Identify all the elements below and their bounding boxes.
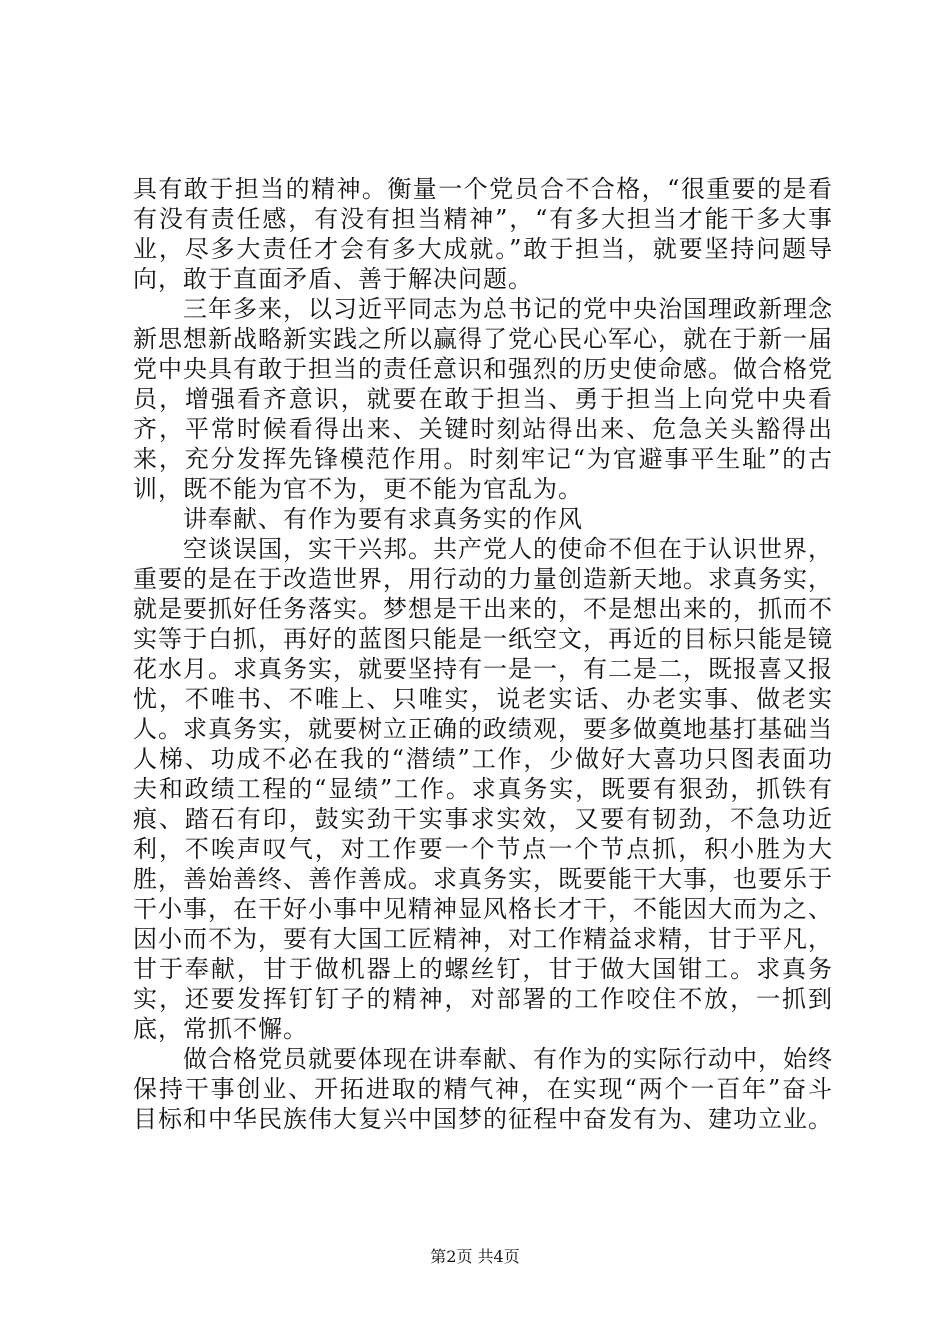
document-body <box>133 174 833 1134</box>
paragraph-1: 具有敢于担当的精神。衡量一个党员合不合格，“很重要的是看有没有责任感，有没有担当精神”，“有多大担当才能干多大事业，尽多大责任才会有多大成就。”敢于担当，就要坚持问题导向，敢于直面矛盾、善于解决问题。 <box>133 175 833 293</box>
paragraph-4: 做合格党员就要体现在讲奉献、有作为的实际行动中，始终保持干事创业、开拓进取的精气神，在实现“两个一百年”奋斗目标和中华民族伟大复兴中国梦的征程中奋发有为、建功立业。 <box>133 1045 833 1133</box>
paragraph-3: 空谈误国，实干兴邦。共产党人的使命不但在于认识世界，重要的是在于改造世界，用行动的力量创造新天地。求真务实，就是要抓好任务落实。梦想是干出来的，不是想出来的，抓而不实等于白抓，再好的蓝图只能是一纸空文，再近的目标只能是镜花水月。求真务实，就要坚持有一是一，有二是二，既报喜又报忧，不唯书、不唯上、只唯实，说老实话、办老实事、做老实人。求真务实，就要树立正确的政绩观，要多做奠地基打基础当人梯、功成不必在我的“潜绩”工作，少做好大喜功只图表面功夫和政绩工程的“显绩”工作。求真务实，既要有狠劲，抓铁有痕、踏石有印，鼓实劲干实事求实效，又要有韧劲，不急功近利，不唉声叹气，对工作要一个节点一个节点抓，积小胜为大胜，善始善终、善作善成。求真务实，既要能干大事，也要乐于干小事，在干好小事中见精神显风格长才干，不能因大而为之、因小而不为，要有大国工匠精神，对工作精益求精，甘于平凡，甘于奉献，甘于做机器上的螺丝钉，甘于做大国钳工。求真务实，还要发挥钉钉子的精神，对部署的工作咬住不放，一抓到底，常抓不懈。 <box>133 535 833 1043</box>
paragraph-2: 三年多来，以习近平同志为总书记的党中央治国理政新理念新思想新战略新实践之所以赢得了党心民心军心，就在于新一届党中央具有敢于担当的责任意识和强烈的历史使命感。做合格党员，增强看齐意识，就要在敢于担当、勇于担当上向党中央看齐，平常时候看得出来、关键时刻站得出来、危急关头豁得出来，充分发挥先锋模范作用。时刻牢记“为官避事平生耻”的古训，既不能为官不为，更不能为官乱为。 <box>133 295 833 503</box>
page-footer: 第2页 共4页 <box>430 1247 520 1266</box>
section-heading: 讲奉献、有作为要有求真务实的作风 <box>183 505 583 533</box>
